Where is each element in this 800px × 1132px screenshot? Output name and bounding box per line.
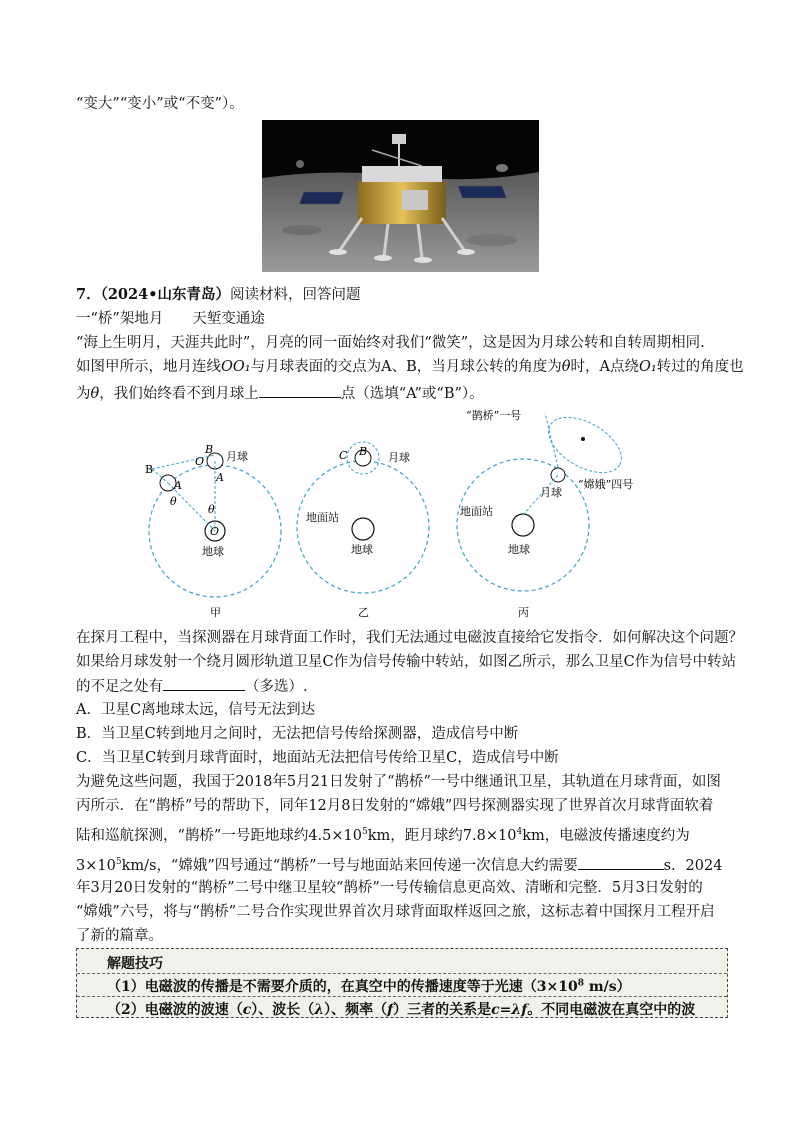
caption-jia: 甲 [210, 606, 221, 619]
text-run: （2）电磁波的波速（ [107, 1002, 243, 1018]
caption-yi: 乙 [358, 606, 369, 619]
distance-earth: 4.5×10 [308, 827, 362, 844]
label-b-top: B [205, 443, 214, 456]
text-run: ，“嫦娥”四号通过“鹊桥”一号与地面站来回传递一次信息大约需要 [156, 857, 578, 874]
text-run: ，距月球约 [390, 827, 463, 844]
option-c: C．当卫星C转到月球背面时，地面站无法把信号传给卫星C，造成信号中断 [76, 750, 559, 766]
caption-bing: 丙 [518, 606, 529, 619]
text-run: 的不足之处有 [76, 679, 163, 695]
math-o1: O₁ [638, 359, 657, 375]
label-o-moon: O [195, 455, 205, 468]
label-queqiao: “鹊桥”一号 [466, 409, 522, 422]
question-instruction: 阅读材料，回答问题 [229, 287, 361, 303]
math-theta: θ [90, 386, 100, 402]
answer-blank[interactable] [163, 676, 245, 691]
label-change: “嫦娥”四号 [578, 478, 634, 491]
text-run: 。不同电磁波在真空中的波 [527, 1002, 696, 1018]
text-run: ）、波长（ [251, 1002, 315, 1018]
label-moon-yi: 月球 [388, 451, 410, 464]
math-oo1: OO₁ [221, 359, 251, 375]
tips-divider [77, 996, 727, 997]
text-run: 时，A点绕 [570, 359, 639, 375]
exponent: 5 [115, 857, 122, 867]
answer-blank[interactable] [259, 383, 341, 398]
orbit-figures [140, 405, 640, 620]
option-b: B．当卫星C转到地月之间时，无法把信号传给探测器，造成信号中断 [76, 726, 519, 742]
label-earth-jia: 地球 [202, 545, 224, 558]
tips-line-1 [107, 976, 631, 996]
paragraph-line [76, 852, 722, 876]
label-moon-bing: 月球 [540, 486, 562, 499]
paragraph-line: 了新的篇章。 [76, 928, 163, 944]
distance-moon: 7.8×10 [462, 827, 517, 844]
math-formula: c=λf [491, 1002, 528, 1018]
label-o-earth: O [210, 525, 220, 538]
label-theta-jia-2: θ [208, 503, 215, 516]
text-run: 为 [76, 386, 91, 402]
text-run: m/s） [583, 979, 631, 995]
figure-yi [297, 442, 429, 619]
exponent: 8 [577, 978, 584, 989]
paragraph-line: “嫦娥”六号，将与“鹊桥”二号合作实现世界首次月球背面取样返回之旅，这标志着中国探月工程开启 [76, 904, 715, 920]
unit: km/s [121, 857, 157, 874]
answer-blank[interactable] [578, 855, 664, 870]
label-station-bing: 地面站 [460, 505, 493, 518]
label-earth-yi: 地球 [351, 543, 373, 556]
paragraph-line: “海上生明月，天涯共此时”，月亮的同一面始终对我们“微笑”，这是因为月球公转和自转周期相同. [76, 335, 705, 351]
label-earth-bing: 地球 [508, 543, 530, 556]
math-lambda: λ [314, 1002, 325, 1018]
question-source: （2024•山东青岛） [100, 286, 230, 303]
text-run: （1）电磁波的传播是不需要介质的，在真空中的传播速度等于光速（3×10 [107, 979, 578, 995]
solving-tips-box [76, 948, 728, 1018]
label-b-yi: B [359, 445, 368, 458]
label-theta-jia: θ [170, 495, 177, 508]
wave-speed: 3×10 [76, 857, 116, 874]
label-a-top: A [216, 471, 224, 484]
paragraph-line: 为避免这些问题，我国于2018年5月21日发射了“鹊桥”一号中继通讯卫星，其轨道在月球背面，如图 [76, 774, 721, 790]
question-header [76, 285, 360, 305]
unit: km [367, 827, 391, 844]
paragraph-line: 在探月工程中，当探测器在月球背面工作时，我们无法通过电磁波直接给它发指令．如何解决这个问题？ [76, 630, 743, 646]
tips-divider [77, 973, 727, 974]
label-a-jia: A [174, 479, 182, 492]
option-a: A．卫星C离地球太远，信号无法到达 [76, 702, 316, 718]
figure-bing [457, 406, 633, 619]
paragraph-line [76, 676, 308, 697]
label-moon-jia: 月球 [226, 450, 248, 463]
exponent: 4 [516, 827, 523, 837]
label-c-yi: C [339, 449, 348, 462]
text-run: ）、频率（ [324, 1002, 388, 1018]
text-run: s．2024 [663, 857, 723, 874]
paragraph-line: 丙所示．在“鹊桥”号的帮助下，同年12月8日发射的“嫦娥”四号探测器实现了世界首次月球背面软着 [76, 798, 714, 814]
text-run: 与月球表面的交点为A、B，当月球公转的角度为 [250, 359, 562, 375]
text-run: ，电磁波传播速度约为 [544, 827, 690, 844]
paragraph-line [76, 822, 690, 846]
article-heading: 一“桥”架地月 天堑变通途 [76, 311, 265, 327]
text-run: 转过的角度也 [656, 359, 744, 375]
paragraph-line: 如果给月球发射一个绕月圆形轨道卫星C作为信号传输中转站，如图乙所示，那么卫星C作为信号中转站 [76, 654, 737, 670]
label-station-yi: 地面站 [306, 511, 339, 524]
paragraph-line [76, 383, 484, 404]
text-run: 陆和巡航探测，“鹊桥”一号距地球约 [76, 827, 309, 844]
text-run: （多选）. [245, 679, 308, 695]
paragraph-line: 年3月20日发射的“鹊桥”二号中继卫星较“鹊桥”一号传输信息更高效、清晰和完整．5月3日发射的 [76, 880, 703, 896]
text-run: ）三者的关系是 [393, 1002, 492, 1018]
unit: km [522, 827, 545, 844]
text-run: 点（选填“A”或“B”）。 [340, 386, 484, 402]
exponent: 5 [362, 827, 368, 837]
paragraph-line [76, 357, 744, 377]
tips-line-2 [107, 999, 695, 1019]
tips-title: 解题技巧 [107, 956, 163, 972]
text-run: ，我们始终看不到月球上 [99, 386, 259, 402]
figure-jia [145, 443, 281, 619]
label-b-jia: B [145, 463, 154, 476]
intro-line: “变大”“变小”或“不变”）。 [76, 96, 244, 112]
question-number: 7． [76, 286, 101, 303]
math-c: c [242, 1002, 252, 1018]
math-f: f [387, 1002, 394, 1018]
lunar-lander-photo [262, 120, 539, 272]
text-run: 如图甲所示，地月连线 [76, 359, 221, 375]
math-theta: θ [561, 359, 571, 375]
